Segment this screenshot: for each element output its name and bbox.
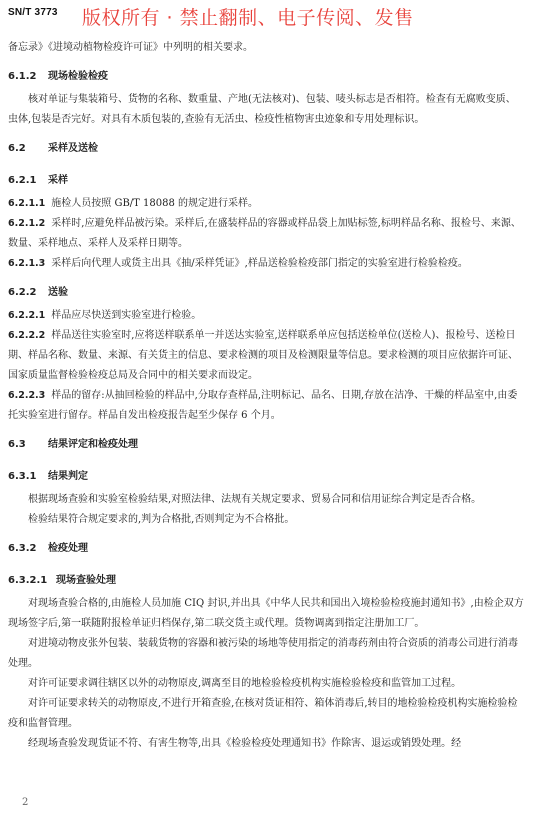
clause-number: 6.2.2.1 (8, 310, 46, 321)
section-heading (8, 136, 524, 162)
section-heading (8, 536, 524, 562)
section-number: 6.1.2 (8, 71, 37, 82)
clause-number: 6.2.1.3 (8, 258, 46, 269)
section-number: 6.3.1 (8, 471, 37, 482)
paragraph: 核对单证与集装箱号、货物的名称、数重量、产地(无法核对)、包装、唛头标志是否相符。检查有无腐败变质、虫体,包装是否完好。对具有木质包装的,查验有无活虫、检疫性植物害虫迹象和专用处理标识。 (8, 94, 516, 125)
intro-line: 备忘录》《进境动植物检疫许可证》中列明的相关要求。 (8, 42, 253, 53)
clause-number: 6.2.1.1 (8, 198, 46, 209)
section-heading (8, 464, 524, 490)
numbered-clause (8, 254, 524, 274)
clause-number: 6.2.2.2 (8, 330, 46, 341)
section-number: 6.2.2 (8, 287, 37, 298)
section-heading (8, 568, 524, 594)
section-number: 6.3.2.1 (8, 575, 48, 586)
page-number: 2 (22, 797, 29, 808)
copyright-watermark: 版权所有 · 禁止翻制、电子传阅、发售 (82, 7, 414, 29)
section-heading (8, 280, 524, 306)
section-title: 采样 (48, 175, 68, 186)
numbered-clause (8, 386, 524, 426)
paragraph: 对许可证要求转关的动物原皮,不进行开箱查验,在核对货证相符、箱体消毒后,转目的地检验检疫机构实施检验检疫和监督管理。 (8, 698, 518, 729)
paragraph: 根据现场查验和实验室检验结果,对照法律、法规有关规定要求、贸易合同和信用证综合判定是否合格。 (28, 494, 482, 505)
clause-number: 6.2.1.2 (8, 218, 46, 229)
standard-code: SN/T 3773 (8, 7, 58, 18)
section-title: 现场查验处理 (56, 575, 116, 586)
paragraph: 对现场查验合格的,由施检人员加施 CIQ 封识,并出具《中华人民共和国出入境检验检疫施封通知书》,由检企双方现场签字后,第一联随附报检单证归档保存,第二联交货主或代理。货物调离到指定注册加工厂。 (8, 598, 524, 629)
clause-text: 采样时,应避免样品被污染。采样后,在盛装样品的容器或样品袋上加贴标签,标明样品名称、报检号、来源、数量、采样地点、采样人及采样日期等。 (8, 218, 521, 249)
clause-text: 样品应尽快送到实验室进行检验。 (51, 310, 202, 321)
section-heading (8, 168, 524, 194)
section-number: 6.2 (8, 143, 26, 154)
section-number: 6.2.1 (8, 175, 37, 186)
section-heading (8, 432, 524, 458)
paragraph: 对进境动物皮张外包装、装载货物的容器和被污染的场地等使用指定的消毒药剂由符合资质的消毒公司进行消毒处理。 (8, 638, 518, 669)
section-title: 结果判定 (48, 471, 88, 482)
numbered-clause (8, 214, 524, 254)
section-heading (8, 64, 524, 90)
clause-text: 施检人员按照 GB/T 18088 的规定进行采样。 (51, 198, 259, 209)
paragraph: 经现场查验发现货证不符、有害生物等,出具《检验检疫处理通知书》作除害、退运或销毁处理。经 (28, 738, 462, 749)
section-title: 现场检验检疫 (48, 71, 108, 82)
numbered-clause (8, 194, 524, 214)
section-number: 6.3 (8, 439, 26, 450)
clause-text: 样品送往实验室时,应将送样联系单一并送达实验室,送样联系单应包括送检单位(送检人)、报检号、送检日期、样品名称、数量、来源、有关货主的信息、要求检测的项目及检测限量等信息。要求检测的项目应依据许可证、国家质量监督检验检疫总局及合同中的相关要求而设定。 (8, 330, 518, 381)
numbered-clause (8, 326, 524, 386)
numbered-clause (8, 306, 524, 326)
paragraph: 对许可证要求调往辖区以外的动物原皮,调离至目的地检验检疫机构实施检验检疫和监管加工过程。 (28, 678, 462, 689)
clause-text: 样品的留存:从抽回检验的样品中,分取存查样品,注明标记、品名、日期,存放在洁净、干燥的样品室中,由委托实验室进行留存。样品自发出检疫报告起至少保存 6 个月。 (8, 390, 518, 421)
clause-number: 6.2.2.3 (8, 390, 46, 401)
section-title: 采样及送检 (48, 143, 98, 154)
section-title: 送验 (48, 287, 68, 298)
paragraph: 检验结果符合规定要求的,判为合格批,否则判定为不合格批。 (28, 514, 295, 525)
section-number: 6.3.2 (8, 543, 37, 554)
section-title: 检疫处理 (48, 543, 88, 554)
document-body (8, 38, 524, 754)
section-title: 结果评定和检疫处理 (48, 439, 138, 450)
clause-text: 采样后向代理人或货主出具《抽/采样凭证》,样品送检验检疫部门指定的实验室进行检验检疫。 (51, 258, 468, 269)
